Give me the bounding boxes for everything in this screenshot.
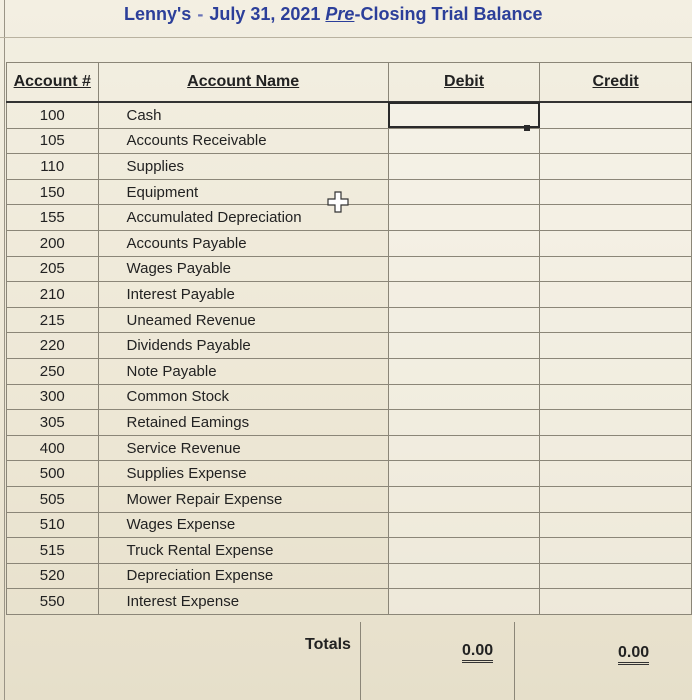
table-row bbox=[7, 307, 692, 333]
selection-fill-handle[interactable] bbox=[524, 125, 530, 131]
account-name-cell[interactable]: Cash bbox=[98, 102, 388, 128]
account-number-cell[interactable]: 215 bbox=[7, 307, 99, 333]
header-debit[interactable]: Debit bbox=[388, 63, 539, 103]
account-number-cell[interactable]: 500 bbox=[7, 461, 99, 487]
account-number-cell[interactable]: 200 bbox=[7, 230, 99, 256]
debit-cell[interactable] bbox=[388, 128, 539, 154]
table-row bbox=[7, 435, 692, 461]
account-name-cell[interactable]: Dividends Payable bbox=[98, 333, 388, 359]
debit-cell[interactable] bbox=[388, 154, 539, 180]
title-divider bbox=[0, 37, 692, 38]
account-name-cell[interactable]: Depreciation Expense bbox=[98, 563, 388, 589]
debit-cell[interactable] bbox=[388, 538, 539, 564]
account-number-cell[interactable]: 105 bbox=[7, 128, 99, 154]
account-number-cell[interactable]: 100 bbox=[7, 102, 99, 128]
header-row bbox=[7, 63, 692, 103]
credit-cell[interactable] bbox=[540, 128, 692, 154]
account-number-cell[interactable]: 400 bbox=[7, 435, 99, 461]
account-name-cell[interactable]: Supplies bbox=[98, 154, 388, 180]
credit-cell[interactable] bbox=[540, 589, 692, 615]
table-row bbox=[7, 102, 692, 128]
table-row bbox=[7, 128, 692, 154]
account-name-cell[interactable]: Accounts Payable bbox=[98, 230, 388, 256]
account-name-cell[interactable]: Interest Payable bbox=[98, 282, 388, 308]
debit-cell[interactable] bbox=[388, 589, 539, 615]
credit-cell[interactable] bbox=[540, 486, 692, 512]
account-number-cell[interactable]: 305 bbox=[7, 410, 99, 436]
totals-divider-2 bbox=[514, 622, 515, 700]
credit-cell[interactable] bbox=[540, 307, 692, 333]
total-debit-value[interactable]: 0.00 bbox=[462, 642, 493, 663]
account-rows bbox=[7, 102, 692, 614]
table-row bbox=[7, 384, 692, 410]
credit-cell[interactable] bbox=[540, 563, 692, 589]
table-row bbox=[7, 563, 692, 589]
credit-cell[interactable] bbox=[540, 410, 692, 436]
debit-cell[interactable] bbox=[388, 333, 539, 359]
credit-cell[interactable] bbox=[540, 282, 692, 308]
account-number-cell[interactable]: 510 bbox=[7, 512, 99, 538]
total-credit-value[interactable]: 0.00 bbox=[618, 644, 649, 665]
account-name-cell[interactable]: Accumulated Depreciation bbox=[98, 205, 388, 231]
credit-cell[interactable] bbox=[540, 256, 692, 282]
account-name-cell[interactable]: Supplies Expense bbox=[98, 461, 388, 487]
table-row bbox=[7, 230, 692, 256]
debit-cell[interactable] bbox=[388, 205, 539, 231]
credit-cell[interactable] bbox=[540, 102, 692, 128]
header-account-name[interactable]: Account Name bbox=[98, 63, 388, 103]
table-row bbox=[7, 589, 692, 615]
account-number-cell[interactable]: 520 bbox=[7, 563, 99, 589]
credit-cell[interactable] bbox=[540, 461, 692, 487]
account-name-cell[interactable]: Service Revenue bbox=[98, 435, 388, 461]
account-number-cell[interactable]: 505 bbox=[7, 486, 99, 512]
debit-cell[interactable] bbox=[388, 410, 539, 436]
credit-cell[interactable] bbox=[540, 230, 692, 256]
table-row bbox=[7, 358, 692, 384]
debit-cell[interactable] bbox=[388, 461, 539, 487]
header-credit[interactable]: Credit bbox=[540, 63, 692, 103]
credit-cell[interactable] bbox=[540, 358, 692, 384]
account-number-cell[interactable]: 300 bbox=[7, 384, 99, 410]
table-row bbox=[7, 256, 692, 282]
account-number-cell[interactable]: 515 bbox=[7, 538, 99, 564]
table-row bbox=[7, 410, 692, 436]
account-name-cell[interactable]: Mower Repair Expense bbox=[98, 486, 388, 512]
crosshair-cursor-icon bbox=[326, 191, 350, 213]
account-name-cell[interactable]: Equipment bbox=[98, 179, 388, 205]
debit-cell[interactable] bbox=[388, 282, 539, 308]
debit-cell[interactable] bbox=[388, 307, 539, 333]
account-name-cell[interactable]: Accounts Receivable bbox=[98, 128, 388, 154]
table-row bbox=[7, 538, 692, 564]
account-number-cell[interactable]: 210 bbox=[7, 282, 99, 308]
account-name-cell[interactable]: Note Payable bbox=[98, 358, 388, 384]
account-number-cell[interactable]: 205 bbox=[7, 256, 99, 282]
debit-cell[interactable] bbox=[388, 179, 539, 205]
sheet-left-border bbox=[4, 0, 5, 700]
totals-label: Totals bbox=[305, 636, 351, 653]
title-suffix: -Closing Trial Balance bbox=[354, 4, 543, 24]
title-date: July 31, 2021 bbox=[209, 4, 321, 24]
account-name-cell[interactable]: Truck Rental Expense bbox=[98, 538, 388, 564]
table-row bbox=[7, 512, 692, 538]
table-row bbox=[7, 282, 692, 308]
credit-cell[interactable] bbox=[540, 179, 692, 205]
debit-cell[interactable] bbox=[388, 102, 539, 128]
account-name-cell[interactable]: Wages Expense bbox=[98, 512, 388, 538]
account-name-cell[interactable]: Common Stock bbox=[98, 384, 388, 410]
title-pre: Pre bbox=[325, 4, 355, 24]
table-row bbox=[7, 154, 692, 180]
title-company: Lenny's bbox=[124, 4, 192, 24]
credit-cell[interactable] bbox=[540, 333, 692, 359]
debit-cell[interactable] bbox=[388, 486, 539, 512]
account-name-cell[interactable]: Retained Eamings bbox=[98, 410, 388, 436]
header-account-number[interactable]: Account # bbox=[7, 63, 99, 103]
credit-cell[interactable] bbox=[540, 205, 692, 231]
credit-cell[interactable] bbox=[540, 384, 692, 410]
account-name-cell[interactable]: Wages Payable bbox=[98, 256, 388, 282]
account-number-cell[interactable]: 220 bbox=[7, 333, 99, 359]
debit-cell[interactable] bbox=[388, 230, 539, 256]
credit-cell[interactable] bbox=[540, 538, 692, 564]
debit-cell[interactable] bbox=[388, 384, 539, 410]
debit-cell[interactable] bbox=[388, 512, 539, 538]
debit-cell[interactable] bbox=[388, 435, 539, 461]
debit-cell[interactable] bbox=[388, 358, 539, 384]
account-number-cell[interactable]: 155 bbox=[7, 205, 99, 231]
debit-cell[interactable] bbox=[388, 563, 539, 589]
trial-balance-table bbox=[6, 62, 692, 615]
account-number-cell[interactable]: 150 bbox=[7, 179, 99, 205]
debit-cell[interactable] bbox=[388, 256, 539, 282]
account-number-cell[interactable]: 250 bbox=[7, 358, 99, 384]
account-number-cell[interactable]: 110 bbox=[7, 154, 99, 180]
title-separator: - bbox=[197, 4, 204, 24]
credit-cell[interactable] bbox=[540, 154, 692, 180]
account-name-cell[interactable]: Uneamed Revenue bbox=[98, 307, 388, 333]
credit-cell[interactable] bbox=[540, 512, 692, 538]
totals-divider-1 bbox=[360, 622, 361, 700]
table-row bbox=[7, 461, 692, 487]
table-row bbox=[7, 333, 692, 359]
account-name-cell[interactable]: Interest Expense bbox=[98, 589, 388, 615]
credit-cell[interactable] bbox=[540, 435, 692, 461]
account-number-cell[interactable]: 550 bbox=[7, 589, 99, 615]
table-row bbox=[7, 486, 692, 512]
